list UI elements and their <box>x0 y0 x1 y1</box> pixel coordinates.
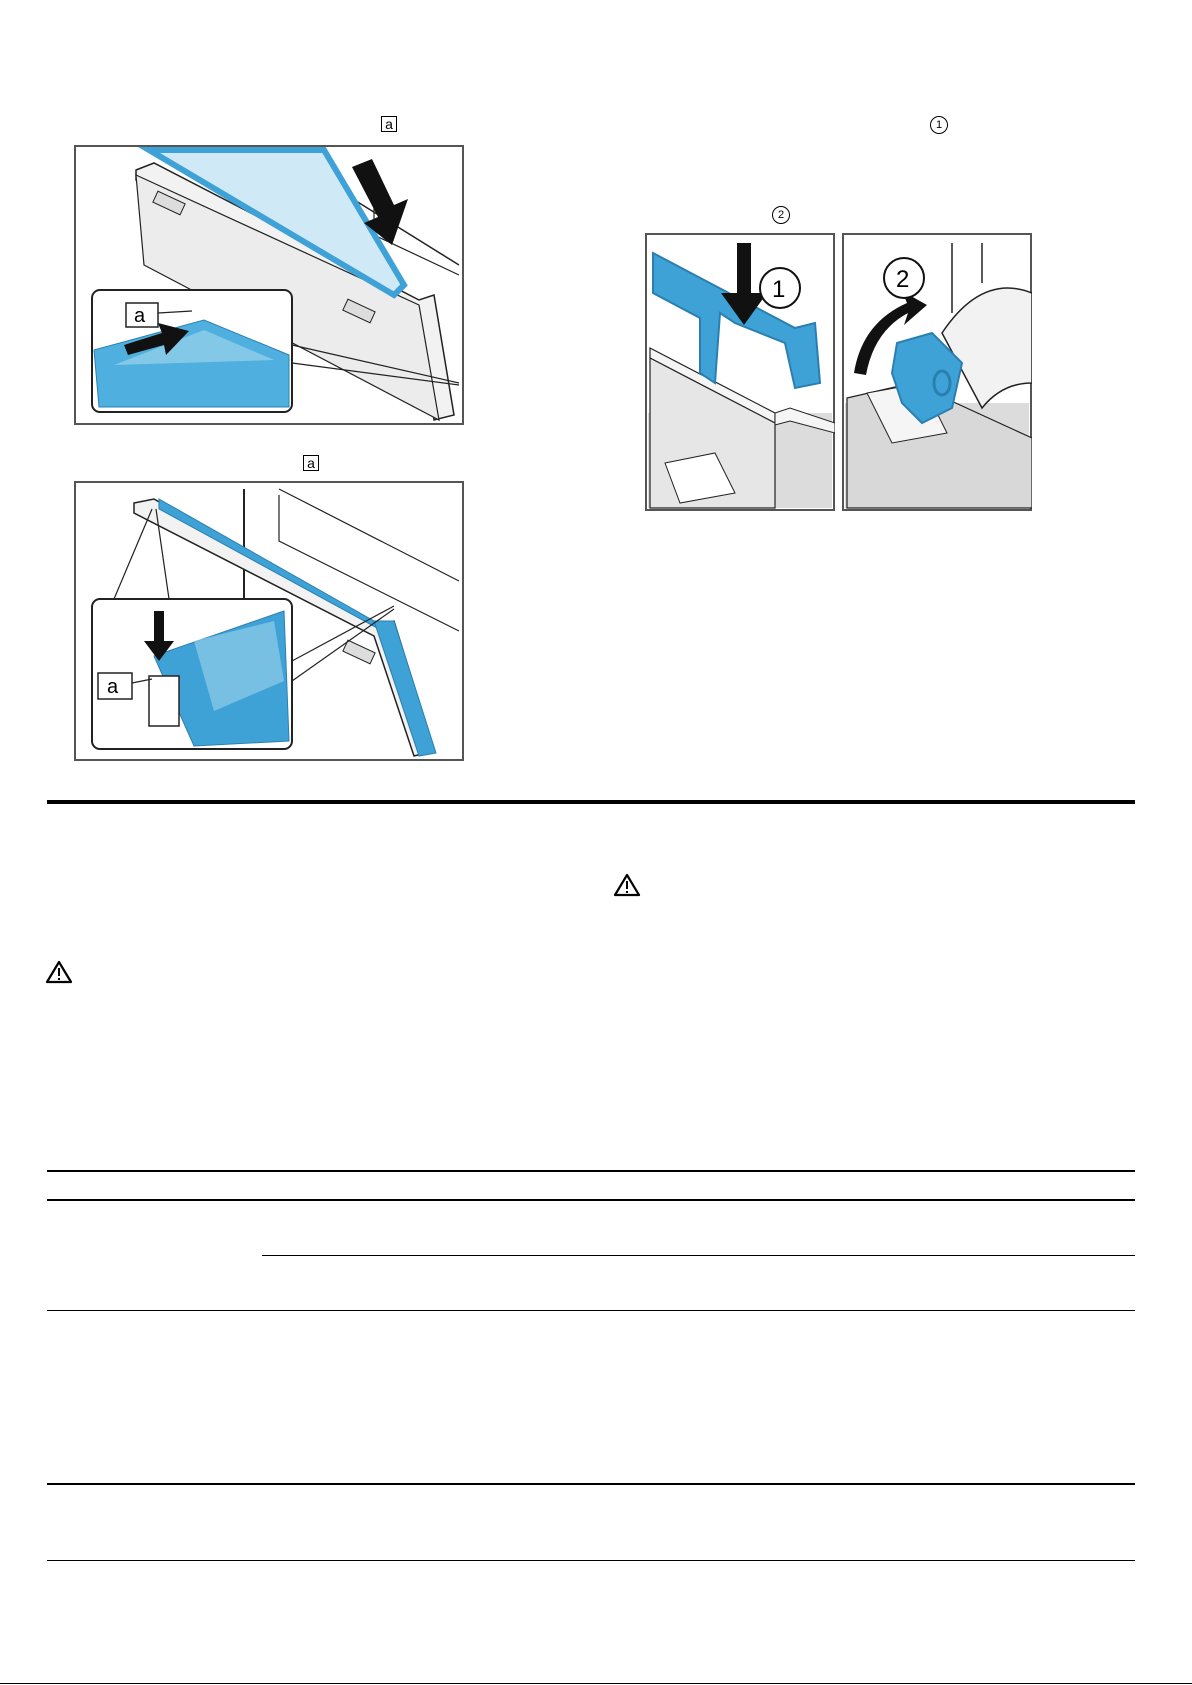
step-label-1: 1 <box>772 276 786 303</box>
table-row-rule-2 <box>47 1483 1135 1485</box>
footer-rule <box>0 1683 1192 1684</box>
callout-step-1: 1 <box>930 116 948 134</box>
table-top-rule <box>47 1170 1135 1172</box>
callout-step-2: 2 <box>772 206 790 224</box>
figure-insert-glass-pane <box>74 145 464 425</box>
step-label-2: 2 <box>896 266 910 293</box>
table-row-rule <box>47 1310 1135 1311</box>
figure-clip-step-2 <box>842 233 1032 511</box>
table-inner-rule <box>262 1255 1135 1256</box>
figure-clip-step-1 <box>645 233 835 511</box>
warning-triangle-icon <box>613 873 641 897</box>
section-divider <box>47 800 1135 804</box>
inset-label-a: a <box>107 676 119 698</box>
table-header-rule <box>47 1199 1135 1201</box>
callout-a-fig2: a <box>303 455 319 471</box>
callout-a-fig1: a <box>381 116 397 132</box>
inset-label-a: a <box>134 305 146 327</box>
figure-press-glass-pane <box>74 481 464 761</box>
table-bottom-rule <box>47 1560 1135 1561</box>
warning-triangle-icon <box>45 960 73 984</box>
